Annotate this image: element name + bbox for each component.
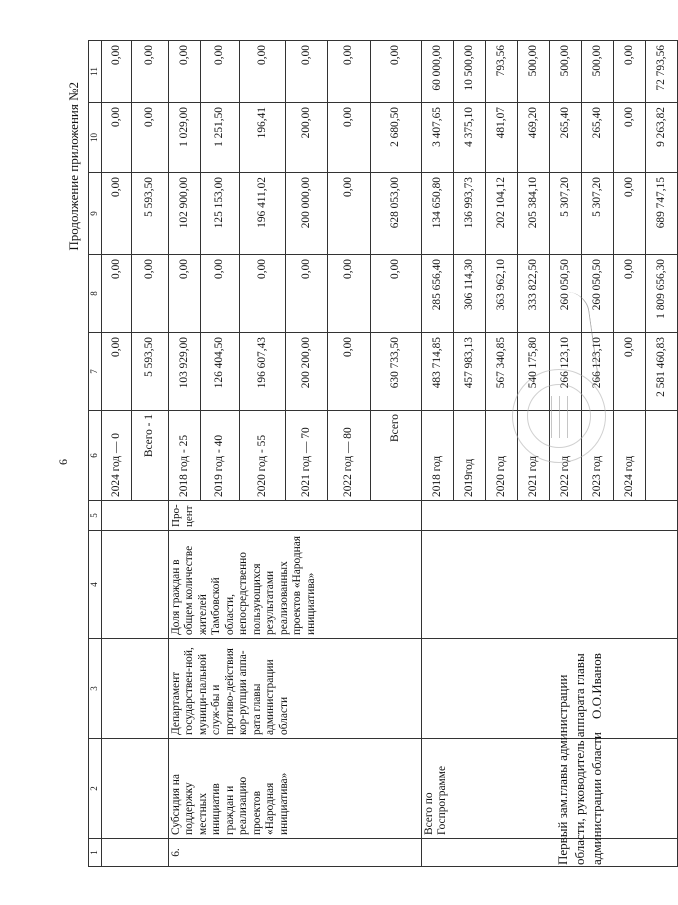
col-num: 10 <box>89 103 102 173</box>
year-cell: 2020 год - 55 <box>240 411 286 501</box>
signatory-name: О.О.Иванов <box>589 653 605 720</box>
empty-cell <box>102 501 169 531</box>
value-cell: 266 123,10 <box>550 333 582 411</box>
empty-cell <box>102 531 169 639</box>
year-cell: Всего <box>371 411 422 501</box>
value-cell: 793,56 <box>486 41 518 103</box>
signature-line <box>588 653 605 865</box>
value-cell: 0,00 <box>102 103 132 173</box>
value-cell: 60 000,00 <box>422 41 454 103</box>
stamp-line <box>567 396 568 438</box>
year-cell: 2024 год <box>614 411 646 501</box>
year-cell: 2019 год - 40 <box>201 411 240 501</box>
item-responsible: Департамент государствен-ной, муници-пальной служ-бы и противо-действия кор-рупции аппа-рата главы администрации области <box>169 639 422 739</box>
value-cell: 200 200,00 <box>286 333 328 411</box>
col-num: 7 <box>89 333 102 411</box>
stamp-line <box>551 396 552 438</box>
value-cell: 260 050,50 <box>550 255 582 333</box>
value-cell: 200 000,00 <box>286 173 328 255</box>
col-num: 8 <box>89 255 102 333</box>
table-row <box>169 41 201 867</box>
table-row <box>422 41 454 867</box>
empty-cell <box>422 531 678 639</box>
value-cell: 567 340,85 <box>486 333 518 411</box>
value-cell: 333 822,50 <box>518 255 550 333</box>
signature-title: администрации области <box>589 732 605 865</box>
col-num: 2 <box>89 739 102 839</box>
value-cell: 628 053,00 <box>371 173 422 255</box>
value-cell: 134 650,80 <box>422 173 454 255</box>
value-cell: 196,41 <box>240 103 286 173</box>
col-num: 9 <box>89 173 102 255</box>
value-cell: 5 307,20 <box>582 173 614 255</box>
value-cell: 0,00 <box>614 333 646 411</box>
value-cell: 0,00 <box>201 255 240 333</box>
year-cell: 2020 год <box>486 411 518 501</box>
value-cell: 202 104,12 <box>486 173 518 255</box>
value-cell: 0,00 <box>614 173 646 255</box>
column-number-row <box>89 41 102 867</box>
value-cell: 196 411,02 <box>240 173 286 255</box>
year-cell: 2022 год <box>550 411 582 501</box>
value-cell: 1 029,00 <box>169 103 201 173</box>
value-cell: 0,00 <box>102 333 132 411</box>
value-cell: 481,07 <box>486 103 518 173</box>
value-cell: 102 900,00 <box>169 173 201 255</box>
value-cell: 125 153,00 <box>201 173 240 255</box>
total-label: Всего по Госпрограмме <box>422 739 678 839</box>
empty-cell <box>102 639 169 739</box>
year-cell: 2018 год <box>422 411 454 501</box>
empty-cell <box>422 501 678 531</box>
col-num: 3 <box>89 639 102 739</box>
value-cell: 363 962,10 <box>486 255 518 333</box>
year-cell: 2022 год — 80 <box>328 411 371 501</box>
value-cell: 0,00 <box>328 173 371 255</box>
empty-cell <box>422 839 678 867</box>
col-num: 1 <box>89 839 102 867</box>
value-cell: 0,00 <box>328 255 371 333</box>
value-cell: 0,00 <box>169 255 201 333</box>
value-cell: 306 114,30 <box>454 255 486 333</box>
value-cell: 265,40 <box>582 103 614 173</box>
col-num: 5 <box>89 501 102 531</box>
item-name: Субсидия на поддержку местных инициатив граждан и реализацию проектов «Народная инициатива» <box>169 739 422 839</box>
value-cell: 0,00 <box>328 333 371 411</box>
value-cell: 0,00 <box>614 255 646 333</box>
value-cell: 0,00 <box>328 41 371 103</box>
signature-line: Первый зам.главы администрации <box>555 674 570 865</box>
value-cell: 0,00 <box>132 41 169 103</box>
value-cell: 0,00 <box>132 255 169 333</box>
item-number: 6. <box>169 839 422 867</box>
year-cell: 2024 год — 0 <box>102 411 132 501</box>
value-cell: 200,00 <box>286 103 328 173</box>
col-num: 6 <box>89 411 102 501</box>
value-cell: 0,00 <box>169 41 201 103</box>
signature-line: области, руководитель аппарата главы <box>572 653 588 865</box>
value-cell: 126 404,50 <box>201 333 240 411</box>
year-cell: 2019год <box>454 411 486 501</box>
year-cell: 2021 год <box>518 411 550 501</box>
value-cell: 0,00 <box>240 41 286 103</box>
value-cell: 0,00 <box>286 255 328 333</box>
value-cell: 205 384,10 <box>518 173 550 255</box>
item-unit: Про-цент <box>169 501 422 531</box>
value-cell: 457 983,13 <box>454 333 486 411</box>
value-cell: 500,00 <box>518 41 550 103</box>
value-cell: 5 593,50 <box>132 173 169 255</box>
value-cell: 0,00 <box>201 41 240 103</box>
value-cell: 1 809 656,30 <box>646 255 678 333</box>
value-cell: 2 581 460,83 <box>646 333 678 411</box>
page-number: 6 <box>56 459 70 465</box>
value-cell: 196 607,43 <box>240 333 286 411</box>
value-cell: 500,00 <box>550 41 582 103</box>
value-cell: 0,00 <box>102 41 132 103</box>
value-cell: 0,00 <box>102 173 132 255</box>
empty-cell <box>102 739 169 839</box>
value-cell: 0,00 <box>614 103 646 173</box>
signature-block <box>554 653 605 865</box>
empty-cell <box>102 839 169 867</box>
item-indicator: Доля граждан в общем количестве жителей Тамбовской области, непосредственно пользующихся результатами реализованных проектов «Народная инициатива» <box>169 531 422 639</box>
appendix-note: Продолжение приложения №2 <box>66 82 81 251</box>
table-row <box>102 41 132 867</box>
value-cell: 483 714,85 <box>422 333 454 411</box>
col-num: 4 <box>89 531 102 639</box>
value-cell: 0,00 <box>240 255 286 333</box>
value-cell: 0,00 <box>132 103 169 173</box>
col-num: 11 <box>89 41 102 103</box>
stamp-line <box>559 396 560 438</box>
value-cell: 266 123,10 <box>582 333 614 411</box>
value-cell: 103 929,00 <box>169 333 201 411</box>
year-cell: 2018 год - 25 <box>169 411 201 501</box>
value-cell: 0,00 <box>614 41 646 103</box>
value-cell: 9 263,82 <box>646 103 678 173</box>
value-cell: 540 175,80 <box>518 333 550 411</box>
value-cell: 500,00 <box>582 41 614 103</box>
value-cell: 0,00 <box>286 41 328 103</box>
year-cell: Всего - 1 <box>132 411 169 501</box>
year-cell <box>646 411 678 501</box>
value-cell: 5 593,50 <box>132 333 169 411</box>
value-cell: 3 407,65 <box>422 103 454 173</box>
empty-cell <box>422 639 678 739</box>
value-cell: 0,00 <box>328 103 371 173</box>
value-cell: 469,20 <box>518 103 550 173</box>
value-cell: 265,40 <box>550 103 582 173</box>
value-cell: 0,00 <box>102 255 132 333</box>
value-cell: 260 050,50 <box>582 255 614 333</box>
value-cell: 0,00 <box>371 255 422 333</box>
value-cell: 285 656,40 <box>422 255 454 333</box>
value-cell: 2 680,50 <box>371 103 422 173</box>
value-cell: 5 307,20 <box>550 173 582 255</box>
value-cell: 4 375,10 <box>454 103 486 173</box>
value-cell: 630 733,50 <box>371 333 422 411</box>
year-cell: 2023 год <box>582 411 614 501</box>
value-cell: 1 251,50 <box>201 103 240 173</box>
value-cell: 689 747,15 <box>646 173 678 255</box>
value-cell: 72 793,56 <box>646 41 678 103</box>
value-cell: 136 993,73 <box>454 173 486 255</box>
value-cell: 10 500,00 <box>454 41 486 103</box>
value-cell: 0,00 <box>371 41 422 103</box>
year-cell: 2021 год — 70 <box>286 411 328 501</box>
